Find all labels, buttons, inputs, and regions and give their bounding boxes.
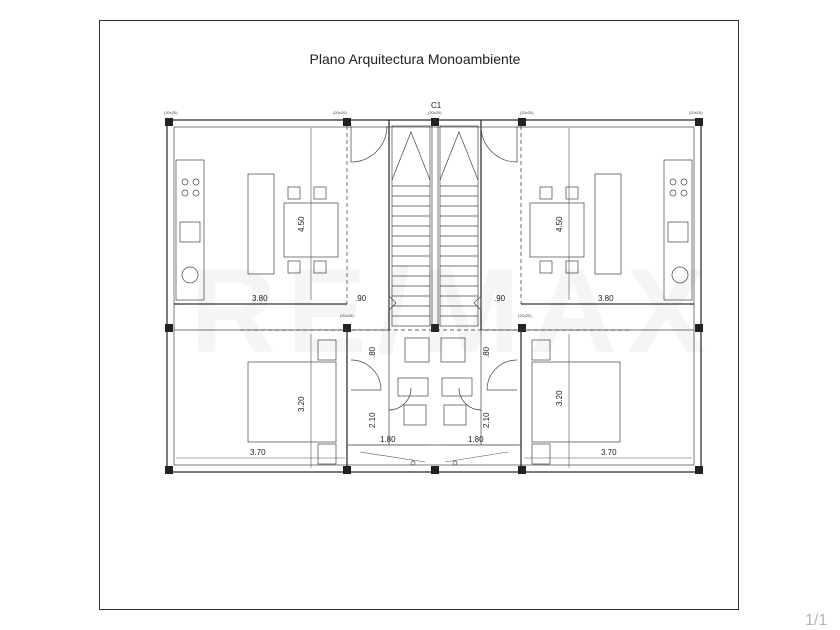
- stair-treads-left: [392, 186, 430, 316]
- bedroom-right: [532, 340, 620, 464]
- dim-left-bath-width: 1.80: [380, 435, 396, 444]
- toilet-right: [444, 405, 466, 425]
- fridge-right: [672, 267, 688, 283]
- stair-treads-right: [440, 186, 478, 316]
- column-label-c1-center: C1: [431, 101, 442, 110]
- column-bottom-right: [695, 466, 703, 474]
- column-c1-top-left: [165, 118, 173, 126]
- column-size-c3-mid-right: (20x20): [518, 313, 532, 318]
- nightstand-left-top: [318, 340, 336, 360]
- dim-right-passage: .90: [494, 294, 506, 303]
- column-size-c2-left: (20x20): [333, 110, 347, 115]
- column-size-c3-mid-left: (20x20): [340, 313, 354, 318]
- column-labels: [164, 101, 703, 318]
- dim-left-bedroom-width: 3.70: [250, 448, 266, 457]
- bath-sink-right: [441, 338, 465, 362]
- outer-walls: [167, 120, 701, 472]
- column-mid-right-center: [518, 324, 526, 332]
- bath-sink-left: [405, 338, 429, 362]
- column-bottom-center: [431, 466, 439, 474]
- dim-left-kitchen-width: 3.80: [252, 294, 268, 303]
- dim-right-bath-width: 1.80: [468, 435, 484, 444]
- bed-right: [532, 362, 620, 442]
- shower-right: [442, 378, 472, 396]
- dim-right-bedroom-width: 3.70: [601, 448, 617, 457]
- bed-left: [248, 362, 336, 442]
- column-c3-top-right: [695, 118, 703, 126]
- column-size-c1-center: (20x20): [428, 110, 442, 115]
- dim-left-bath-height: 2.10: [368, 412, 377, 428]
- dim-left-passage: .90: [355, 294, 367, 303]
- dim-right-bath-height: 2.10: [482, 412, 491, 428]
- nightstand-right-bottom: [532, 444, 550, 464]
- stair-core: [389, 120, 481, 330]
- dim-right-bedroom-depth: 3.20: [555, 390, 564, 406]
- dim-left-bedroom-depth: 3.20: [297, 396, 306, 412]
- dim-left-bath-top: .80: [368, 346, 377, 358]
- page-indicator: 1/1: [805, 612, 828, 629]
- bedroom-left: [248, 340, 336, 464]
- island-right: [595, 174, 621, 274]
- sink-left: [180, 222, 200, 242]
- kitchen-left: [176, 160, 338, 300]
- column-bottom-left: [165, 466, 173, 474]
- column-c2-top-left-mid: [343, 118, 351, 126]
- columns: [165, 118, 703, 474]
- column-mid-right: [695, 324, 703, 332]
- dim-right-kitchen-width: 3.80: [598, 294, 614, 303]
- column-bottom-right-center: [518, 466, 526, 474]
- sink-right: [668, 222, 688, 242]
- column-c2-top-right-mid: [518, 118, 526, 126]
- shower-left: [398, 378, 428, 396]
- nightstand-left-bottom: [318, 444, 336, 464]
- column-size-c2-right: (20x20): [520, 110, 534, 115]
- column-size-c1-left: (20x20): [164, 110, 178, 115]
- dimension-labels: [250, 216, 617, 457]
- nightstand-right-top: [532, 340, 550, 360]
- dim-right-bath-top: .80: [482, 346, 491, 358]
- island-left: [248, 174, 274, 274]
- column-size-c3-right: (20x20): [689, 110, 703, 115]
- dim-right-kitchen-depth: 4.50: [555, 216, 564, 232]
- fridge-left: [182, 267, 198, 283]
- column-mid-left: [165, 324, 173, 332]
- dim-left-kitchen-depth: 4.50: [297, 216, 306, 232]
- toilet-left: [404, 405, 426, 425]
- column-c1-top-center: [431, 118, 439, 126]
- doors: [351, 126, 517, 410]
- plan-title: Plano Arquitectura Monoambiente: [309, 51, 521, 67]
